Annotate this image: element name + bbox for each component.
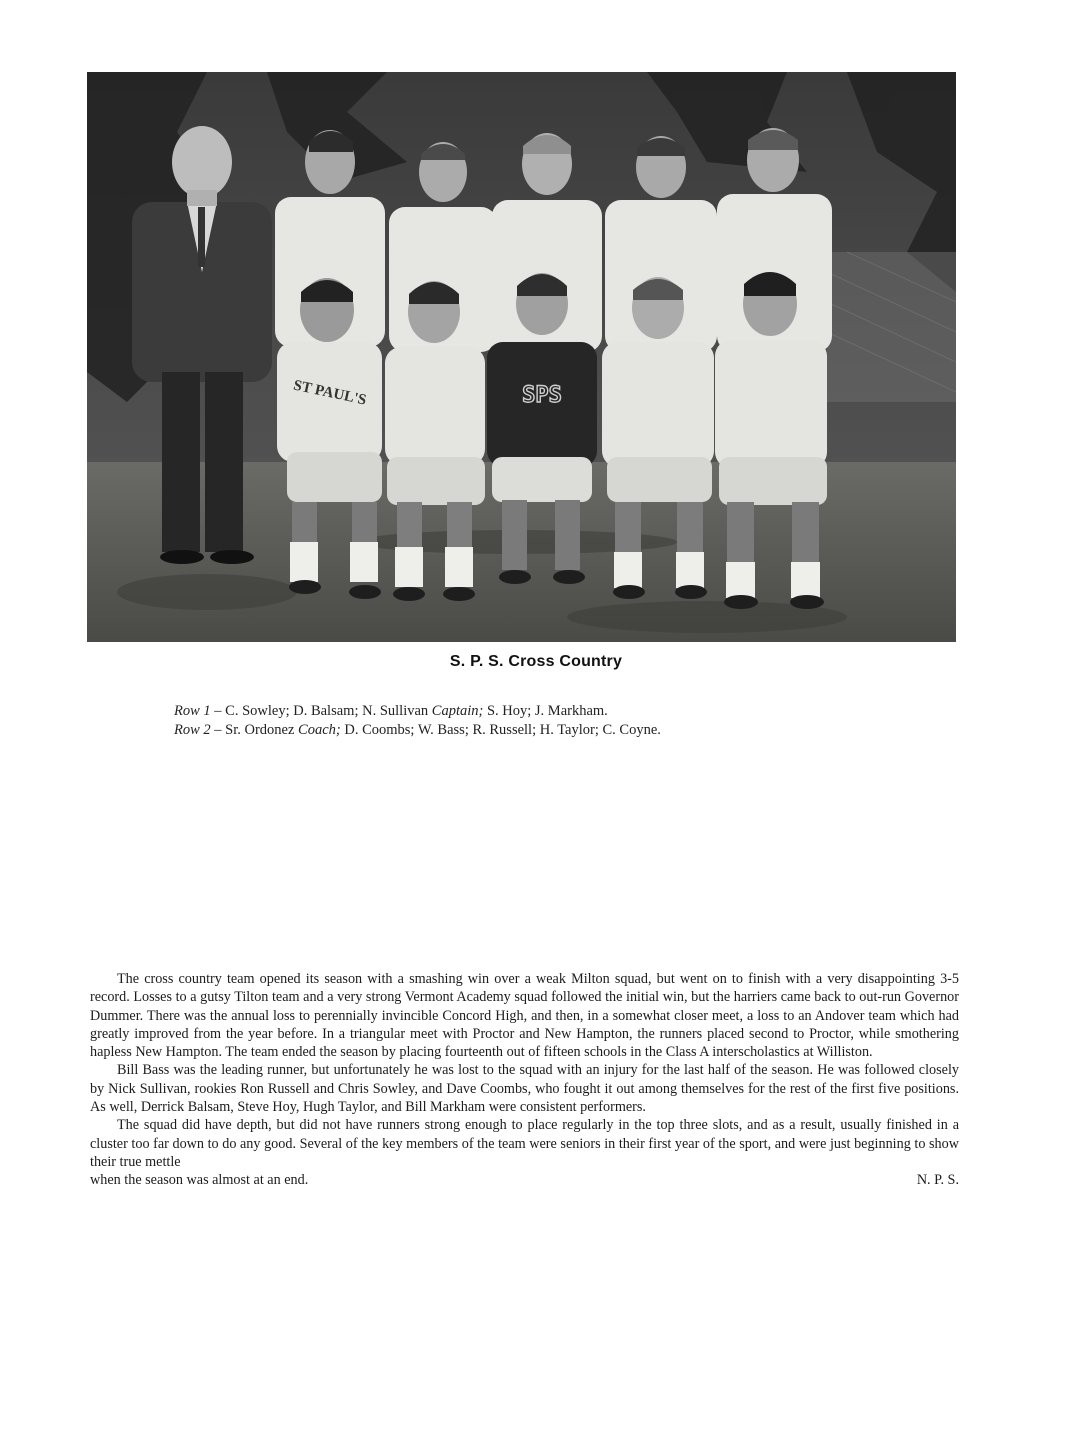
shirt-lettering: ST PAUL'S [291, 377, 368, 409]
article-paragraph-3-end: when the season was almost at an end. [90, 1172, 309, 1189]
row-1-names-a: C. Sowley; D. Balsam; N. Sullivan [225, 703, 432, 719]
row-1-line [174, 702, 661, 721]
row-2-role: Coach; [298, 722, 341, 738]
row-1-role: Captain; [431, 703, 484, 719]
row-2-label: Row 2 [174, 722, 211, 738]
row-2-dash: – [210, 722, 226, 738]
team-photo [87, 72, 956, 642]
row-2-names-b: D. Coombs; W. Bass; R. Russell; H. Taylor; C. Coyne. [340, 722, 661, 738]
row-1-names-b: S. Hoy; J. Markham. [483, 703, 608, 719]
row-1-label: Row 1 [174, 703, 211, 719]
team-photo-illustration [87, 72, 956, 642]
row-listing [174, 702, 661, 740]
row-1-dash: – [210, 703, 226, 719]
article-paragraph-1: The cross country team opened its season with a smashing win over a weak Milton squad, but went on to finish with a very disappointing 3-5 record. Losses to a gutsy Tilton team and a very strong Vermont Academy squad followed the initial win, but the harriers came back to out-run Governor Dummer. There was the annual loss to perennially invincible Concord High, and then, in a somewhat closer meet, a loss to an Andover team which had greatly improved from the year before. In a triangular meet with Proctor and New Hampton, the runners placed second to Proctor, while smothering hapless New Hampton. The team ended the season by placing fourteenth out of fifteen schools in the Class A interscholastics at Williston. [90, 971, 959, 1061]
article-body [90, 970, 959, 1190]
photo-caption-title: S. P. S. Cross Country [449, 653, 623, 670]
article-closing-line [90, 1171, 959, 1189]
sweater-lettering: SPS [522, 383, 562, 408]
author-signature: N. P. S. [916, 1172, 959, 1189]
article-paragraph-3: The squad did have depth, but did not have runners strong enough to place regularly in the top three slots, and as a result, usually finished in a cluster too far down to do any good. Several of the key members of the team were seniors in their first year of the sport, and were just beginning to show their true mettle [90, 1117, 959, 1170]
article-paragraph-2: Bill Bass was the leading runner, but unfortunately he was lost to the squad with an injury for the last half of the season. He was followed closely by Nick Sullivan, rookies Ron Russell and Chris Sowley, and Dave Coombs, who fought it out among themselves for the rest of the first five positions. As well, Derrick Balsam, Steve Hoy, Hugh Taylor, and Bill Markham were consistent performers. [90, 1062, 959, 1116]
row-2-names-a: Sr. Ordonez [225, 722, 299, 738]
row-2-line [174, 721, 661, 740]
